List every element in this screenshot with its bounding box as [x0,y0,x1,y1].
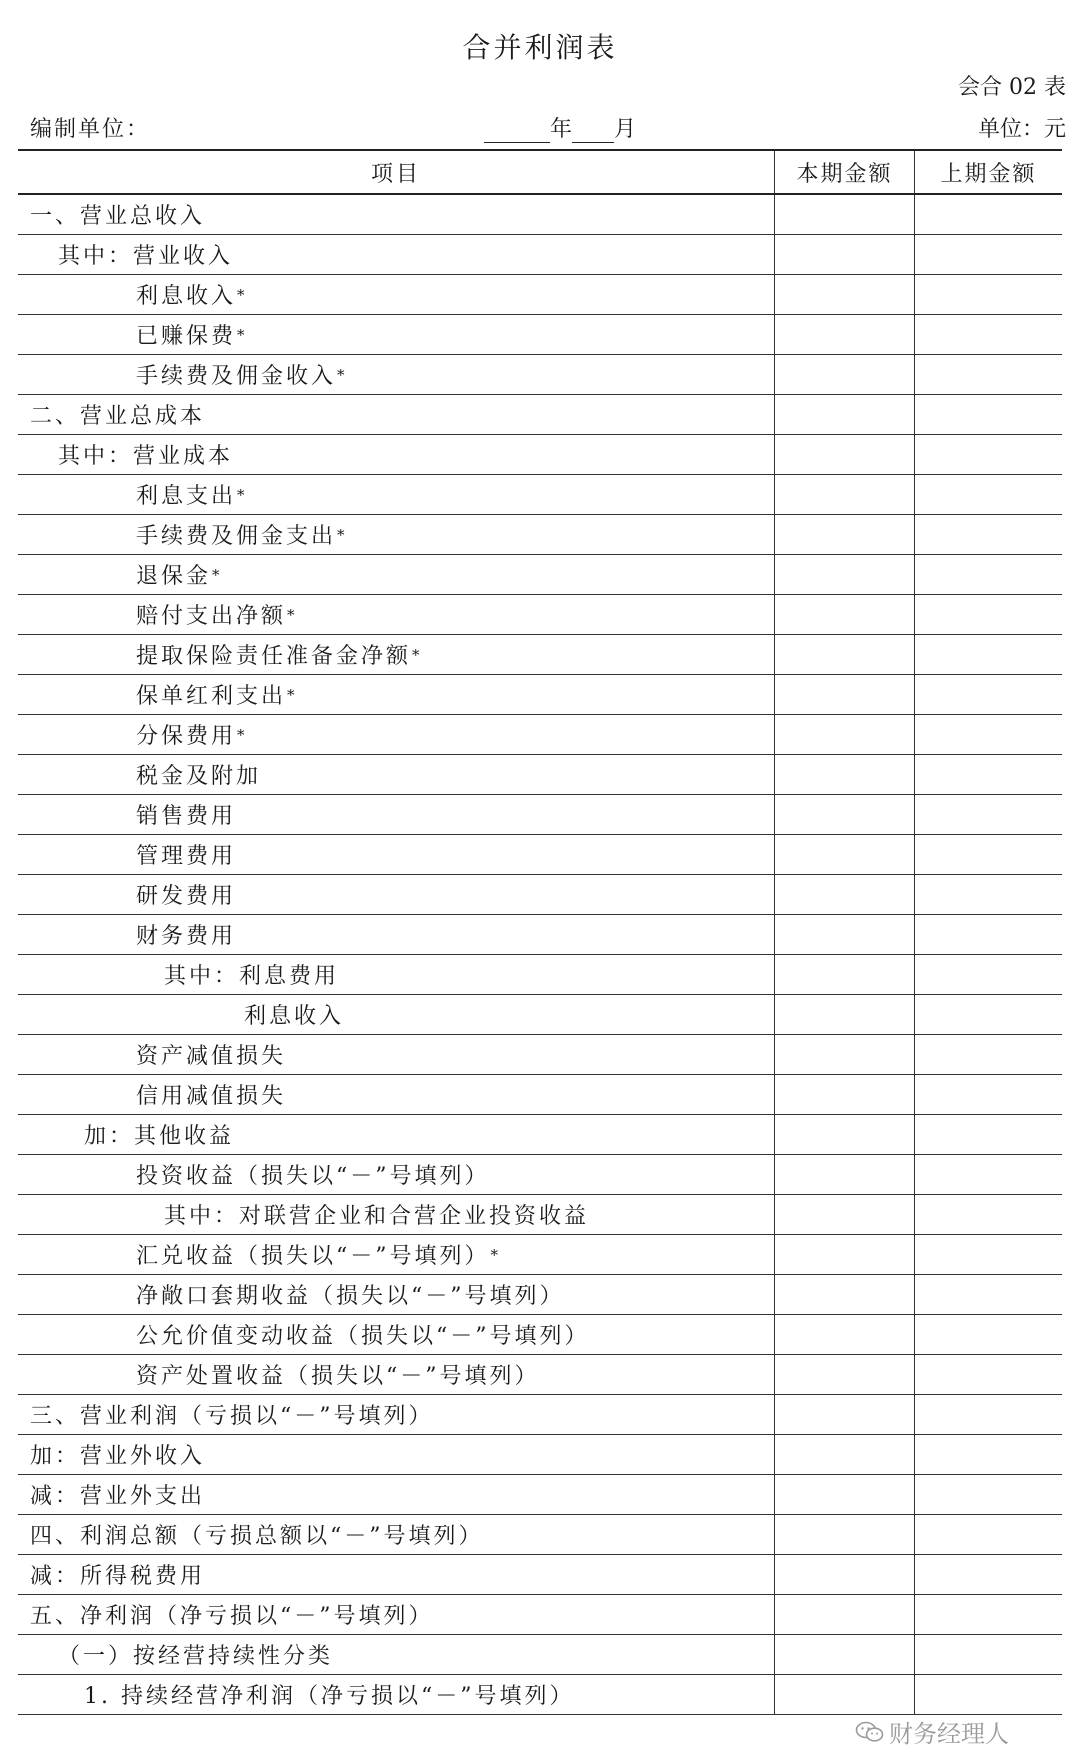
current-period-amount [774,515,914,554]
row-item-label [18,875,892,914]
table-row [18,1035,1062,1075]
previous-period-amount [914,1515,1062,1554]
table-header-row [18,151,1062,195]
table-row [18,555,1062,595]
row-item-text: 一、营业总收入 [30,204,206,229]
row-item-label [18,835,892,874]
current-period-amount [774,875,914,914]
row-item-text: 财务费用 [136,924,237,949]
table-row [18,1355,1062,1395]
current-period-amount [774,1035,914,1074]
table-row [18,1155,1062,1195]
previous-period-amount [914,1195,1062,1234]
previous-period-amount [914,835,1062,874]
current-period-amount [774,1435,914,1474]
previous-period-amount [914,1155,1062,1194]
row-item-label [18,1595,786,1634]
asterisk-mark: * [237,285,248,304]
row-item-text: 其中：对联营企业和合营企业投资收益 [164,1204,590,1229]
row-item-text: 手续费及佣金收入 [136,364,337,389]
month-blank [572,118,614,143]
asterisk-mark: * [287,605,298,624]
row-item-text: 汇兑收益（损失以“－”号填列） [136,1244,490,1269]
date-line [484,112,636,143]
current-period-amount [774,835,914,874]
table-row [18,1435,1062,1475]
previous-period-amount [914,915,1062,954]
row-item-label [18,595,892,634]
previous-period-amount [914,1555,1062,1594]
current-period-amount [774,315,914,354]
table-row [18,1115,1062,1155]
previous-period-amount [914,1315,1062,1354]
table-row [18,1635,1062,1675]
current-period-amount [774,1155,914,1194]
table-row [18,395,1062,435]
form-number: 会合 02 表 [958,75,1066,100]
previous-period-amount [914,955,1062,994]
current-period-amount [774,755,914,794]
current-period-amount [774,1555,914,1594]
row-item-text: 信用减值损失 [136,1084,287,1109]
row-item-label [18,275,892,314]
page-title: 合并利润表 [462,31,618,64]
current-period-amount [774,1355,914,1394]
previous-period-amount [914,475,1062,514]
column-header-current: 本期金额 [774,151,914,193]
row-item-text: （一）按经营持续性分类 [58,1644,334,1669]
row-item-label [18,475,892,514]
current-period-amount [774,1515,914,1554]
asterisk-mark: * [212,565,223,584]
current-period-amount [774,235,914,274]
asterisk-mark: * [337,525,348,544]
previous-period-amount [914,675,1062,714]
income-statement-table [18,149,1062,1715]
current-period-amount [774,1315,914,1354]
row-item-label [18,1315,892,1354]
table-row [18,235,1062,275]
table-row [18,1555,1062,1595]
asterisk-mark: * [412,645,423,664]
table-row [18,795,1062,835]
row-item-label [18,1635,814,1674]
current-period-amount [774,395,914,434]
row-item-text: 资产减值损失 [136,1044,287,1069]
current-period-amount [774,1475,914,1514]
row-item-label [18,1035,892,1074]
previous-period-amount [914,195,1062,234]
previous-period-amount [914,1435,1062,1474]
table-row [18,635,1062,675]
row-item-text: 加：其他收益 [84,1124,235,1149]
table-row [18,1675,1062,1715]
row-item-label [18,1515,786,1554]
row-item-label [18,435,814,474]
row-item-label [18,1155,892,1194]
row-item-label [18,555,892,594]
month-label: 月 [614,117,637,142]
row-item-text: 利息收入 [136,284,237,309]
row-item-label [18,355,892,394]
table-row [18,595,1062,635]
table-row [18,1235,1062,1275]
table-row [18,1275,1062,1315]
row-item-label [18,395,786,434]
current-period-amount [774,435,914,474]
row-item-text: 二、营业总成本 [30,404,206,429]
previous-period-amount [914,235,1062,274]
row-item-label [18,315,892,354]
row-item-label [18,715,892,754]
current-period-amount [774,275,914,314]
current-period-amount [774,555,914,594]
row-item-text: 其中：利息费用 [164,964,340,989]
previous-period-amount [914,355,1062,394]
table-row [18,715,1062,755]
row-item-text: 利息支出 [136,484,237,509]
column-header-item: 项目 [370,161,421,187]
row-item-text: 其中：营业收入 [58,244,234,269]
row-item-label [18,915,892,954]
row-item-text: 税金及附加 [136,764,262,789]
current-period-amount [774,1595,914,1634]
table-row [18,915,1062,955]
row-item-text: 1. 持续经营净利润（净亏损以“－”号填列） [84,1684,575,1709]
current-period-amount [774,355,914,394]
previous-period-amount [914,1275,1062,1314]
row-item-text: 四、利润总额（亏损总额以“－”号填列） [30,1524,484,1549]
row-item-text: 三、营业利润（亏损以“－”号填列） [30,1404,434,1429]
table-row [18,475,1062,515]
asterisk-mark: * [237,485,248,504]
row-item-text: 赔付支出净额 [136,604,287,629]
table-row [18,1515,1062,1555]
current-period-amount [774,475,914,514]
current-period-amount [774,715,914,754]
table-row [18,1315,1062,1355]
row-item-text: 研发费用 [136,884,237,909]
row-item-label [18,1235,892,1274]
watermark-text: 财务经理人 [889,1720,1009,1748]
previous-period-amount [914,1235,1062,1274]
row-item-text: 加：营业外收入 [30,1444,206,1469]
current-period-amount [774,1275,914,1314]
row-item-label [18,795,892,834]
row-item-text: 减：所得税费用 [30,1564,206,1589]
table-row [18,1595,1062,1635]
row-item-text: 手续费及佣金支出 [136,524,337,549]
row-item-label [18,1675,840,1714]
asterisk-mark: * [237,325,248,344]
currency-unit: 单位：元 [977,117,1066,142]
previous-period-amount [914,435,1062,474]
row-item-text: 保单红利支出 [136,684,287,709]
year-blank [484,118,550,143]
previous-period-amount [914,1475,1062,1514]
table-row [18,955,1062,995]
current-period-amount [774,1235,914,1274]
row-item-text: 公允价值变动收益（损失以“－”号填列） [136,1324,590,1349]
row-item-label [18,755,892,794]
row-item-text: 其中：营业成本 [58,444,234,469]
current-period-amount [774,915,914,954]
row-item-label [18,1115,840,1154]
row-item-label [18,1275,892,1314]
row-item-label [18,195,786,234]
table-row [18,995,1062,1035]
previous-period-amount [914,275,1062,314]
current-period-amount [774,1075,914,1114]
asterisk-mark: * [237,725,248,744]
current-period-amount [774,795,914,834]
table-row [18,1195,1062,1235]
table-row [18,515,1062,555]
table-row [18,1475,1062,1515]
row-item-text: 分保费用 [136,724,237,749]
asterisk-mark: * [337,365,348,384]
table-row [18,355,1062,395]
table-row [18,755,1062,795]
previous-period-amount [914,1355,1062,1394]
table-row [18,1075,1062,1115]
current-period-amount [774,195,914,234]
row-item-text: 已赚保费 [136,324,237,349]
current-period-amount [774,595,914,634]
previous-period-amount [914,1635,1062,1674]
row-item-text: 利息收入 [244,1004,345,1029]
table-row [18,195,1062,235]
column-header-previous: 上期金额 [914,151,1062,193]
table-row [18,1395,1062,1435]
row-item-text: 管理费用 [136,844,237,869]
previous-period-amount [914,1395,1062,1434]
watermark [855,1714,1009,1749]
current-period-amount [774,1115,914,1154]
year-label: 年 [550,117,573,142]
previous-period-amount [914,795,1062,834]
current-period-amount [774,1635,914,1674]
previous-period-amount [914,1675,1062,1714]
previous-period-amount [914,995,1062,1034]
previous-period-amount [914,1115,1062,1154]
row-item-text: 提取保险责任准备金净额 [136,644,412,669]
previous-period-amount [914,595,1062,634]
current-period-amount [774,1195,914,1234]
row-item-text: 投资收益（损失以“－”号填列） [136,1164,490,1189]
previous-period-amount [914,875,1062,914]
table-row [18,675,1062,715]
row-item-label [18,1395,786,1434]
asterisk-mark: * [287,685,298,704]
row-item-label [18,1475,786,1514]
row-item-text: 退保金 [136,564,212,589]
previous-period-amount [914,635,1062,674]
previous-period-amount [914,1075,1062,1114]
table-row [18,275,1062,315]
previous-period-amount [914,395,1062,434]
row-item-label [18,675,892,714]
row-item-text: 资产处置收益（损失以“－”号填列） [136,1364,540,1389]
row-item-label [18,1435,786,1474]
row-item-label [18,1355,892,1394]
table-row [18,435,1062,475]
row-item-label [18,635,892,674]
table-row [18,835,1062,875]
current-period-amount [774,955,914,994]
previous-period-amount [914,315,1062,354]
table-row [18,875,1062,915]
row-item-text: 净敞口套期收益（损失以“－”号填列） [136,1284,565,1309]
current-period-amount [774,1395,914,1434]
row-item-text: 销售费用 [136,804,237,829]
preparing-unit-label: 编制单位： [30,117,151,142]
previous-period-amount [914,1035,1062,1074]
previous-period-amount [914,555,1062,594]
row-item-label [18,515,892,554]
row-item-text: 减：营业外支出 [30,1484,206,1509]
asterisk-mark: * [490,1245,501,1264]
previous-period-amount [914,715,1062,754]
previous-period-amount [914,515,1062,554]
current-period-amount [774,1675,914,1714]
row-item-label [18,1555,786,1594]
row-item-label [18,1075,892,1114]
previous-period-amount [914,755,1062,794]
current-period-amount [774,635,914,674]
row-item-label [18,235,814,274]
current-period-amount [774,675,914,714]
wechat-icon [855,1721,885,1743]
row-item-text: 五、净利润（净亏损以“－”号填列） [30,1604,434,1629]
previous-period-amount [914,1595,1062,1634]
table-row [18,315,1062,355]
current-period-amount [774,995,914,1034]
